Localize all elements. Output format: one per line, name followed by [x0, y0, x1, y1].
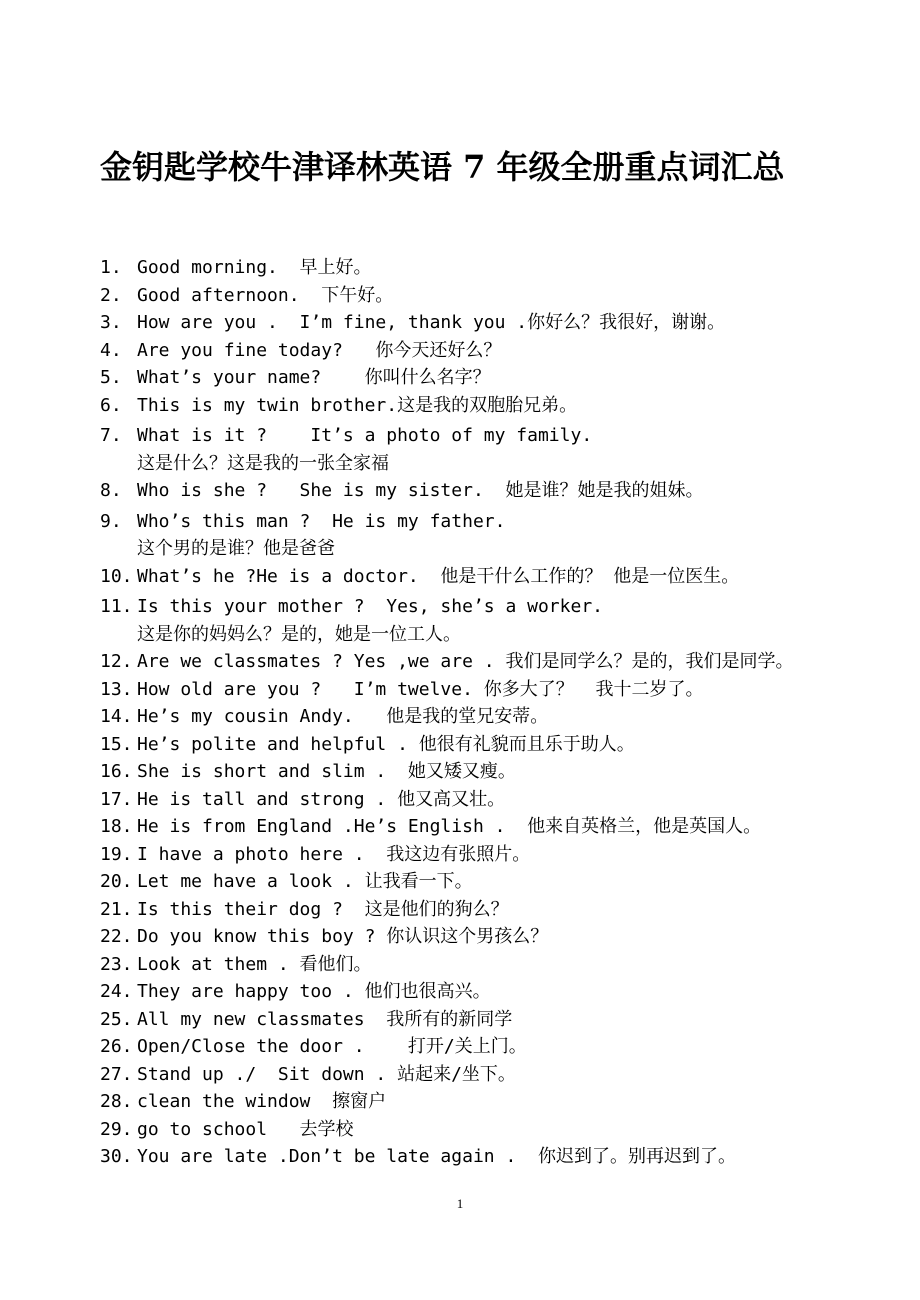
phrase-line: Good afternoon. 下午好。: [137, 284, 394, 306]
phrase-line: He is from England .He’s English . 他来自英格兰，他是英国人。: [137, 816, 762, 837]
phrase-line: Who is she ? She is my sister. 她是谁？她是我的姐妹。: [137, 480, 704, 501]
item-text: [137, 1033, 820, 1061]
item-text: [137, 978, 820, 1006]
item-text: [137, 1061, 820, 1089]
phrase-line: They are happy too . 他们也很高兴。: [137, 981, 491, 1002]
list-item: [100, 731, 820, 759]
item-number: 11.: [100, 596, 133, 617]
item-text: [137, 508, 820, 563]
item-text: [137, 731, 820, 759]
item-text: [137, 254, 820, 282]
translation-line: 这是你的妈妈么？是的，她是一位工人。: [137, 623, 461, 645]
item-number: 26.: [100, 1036, 133, 1057]
item-text: [137, 392, 820, 420]
phrase-line: Do you know this boy ? 你认识这个男孩么？: [137, 926, 549, 947]
item-number: 15.: [100, 733, 133, 755]
list-item: [100, 786, 820, 814]
list-item: [100, 978, 820, 1006]
list-item: [100, 364, 820, 392]
phrase-list: [100, 254, 820, 1171]
item-number: 13.: [100, 678, 133, 700]
phrase-line: All my new classmates 我所有的新同学: [137, 1008, 513, 1030]
list-item: [100, 868, 820, 896]
item-number: 18.: [100, 816, 133, 837]
item-number: 5.: [100, 367, 122, 388]
item-number: 3.: [100, 312, 122, 333]
item-text: [137, 896, 820, 924]
item-number: 20.: [100, 871, 133, 892]
phrase-line: He is tall and strong . 他又高又壮。: [137, 788, 506, 810]
phrase-line: Are you fine today? 你今天还好么？: [137, 339, 502, 361]
phrase-line: Look at them . 看他们。: [137, 953, 372, 975]
phrase-line: go to school 去学校: [137, 1118, 354, 1140]
translation-line: 这个男的是谁？他是爸爸: [137, 538, 335, 559]
item-number: 1.: [100, 257, 122, 278]
item-number: 14.: [100, 706, 133, 727]
item-text: [137, 337, 820, 365]
list-item: [100, 758, 820, 786]
item-text: [137, 563, 820, 591]
document-title: 金钥匙学校牛津译林英语 7 年级全册重点词汇总: [100, 148, 785, 186]
item-text: [137, 951, 820, 979]
list-item: [100, 923, 820, 951]
phrase-line: Is this your mother ? Yes, she’s a worker.: [137, 596, 603, 617]
item-text: [137, 813, 820, 841]
phrase-line: What is it ? It’s a photo of my family.: [137, 425, 593, 446]
phrase-line: Good morning. 早上好。: [137, 257, 372, 278]
item-text: [137, 786, 820, 814]
translation-line: 这是什么？这是我的一张全家福: [137, 452, 389, 474]
item-text: [137, 703, 820, 731]
list-item: [100, 676, 820, 704]
item-number: 30.: [100, 1146, 133, 1167]
list-item: [100, 1006, 820, 1034]
item-text: [137, 676, 820, 704]
phrase-line: This is my twin brother.这是我的双胞胎兄弟。: [137, 394, 578, 416]
list-item: [100, 422, 820, 477]
item-text: [137, 758, 820, 786]
list-item: [100, 392, 820, 420]
item-text: [137, 923, 820, 951]
item-number: 29.: [100, 1118, 133, 1140]
item-text: [137, 477, 820, 505]
item-number: 24.: [100, 981, 133, 1002]
item-number: 19.: [100, 843, 133, 865]
phrase-line: I have a photo here . 我这边有张照片。: [137, 843, 531, 865]
list-item: [100, 563, 820, 591]
list-item: [100, 1033, 820, 1061]
phrase-line: How old are you ? I’m twelve. 你多大了？ 我十二岁了。: [137, 678, 704, 700]
item-text: [137, 309, 820, 337]
item-text: [137, 868, 820, 896]
list-item: [100, 1061, 820, 1089]
item-text: [137, 1088, 820, 1116]
item-number: 8.: [100, 480, 122, 501]
list-item: [100, 337, 820, 365]
page-number: 1: [456, 1196, 464, 1211]
list-item: [100, 1088, 820, 1116]
phrase-line: He’s my cousin Andy. 他是我的堂兄安蒂。: [137, 706, 549, 727]
item-number: 4.: [100, 339, 122, 361]
item-text: [137, 1006, 820, 1034]
list-item: [100, 951, 820, 979]
list-item: [100, 703, 820, 731]
item-number: 27.: [100, 1063, 133, 1085]
item-number: 12.: [100, 651, 133, 672]
list-item: [100, 1116, 820, 1144]
item-number: 25.: [100, 1008, 133, 1030]
list-item: [100, 813, 820, 841]
phrase-line: What’s he ?He is a doctor. 他是干什么工作的？ 他是一位医生。: [137, 565, 740, 587]
list-item: [100, 477, 820, 505]
phrase-line: She is short and slim . 她又矮又瘦。: [137, 761, 516, 782]
list-item: [100, 282, 820, 310]
item-text: [137, 282, 820, 310]
item-number: 6.: [100, 394, 122, 416]
phrase-line: Open/Close the door . 打开/关上门。: [137, 1036, 527, 1057]
phrase-line: Are we classmates ? Yes ,we are . 我们是同学么？是的，我们是同学。: [137, 651, 794, 672]
item-text: [137, 364, 820, 392]
item-number: 2.: [100, 284, 122, 306]
item-number: 7.: [100, 425, 122, 446]
phrase-line: He’s polite and helpful . 他很有礼貌而且乐于助人。: [137, 733, 635, 755]
item-number: 23.: [100, 953, 133, 975]
list-item: [100, 254, 820, 282]
item-number: 28.: [100, 1091, 133, 1112]
list-item: [100, 841, 820, 869]
phrase-line: Stand up ./ Sit down . 站起来/坐下。: [137, 1063, 516, 1085]
list-item: [100, 648, 820, 676]
phrase-line: clean the window 擦窗户: [137, 1091, 387, 1112]
item-text: [137, 648, 820, 676]
item-text: [137, 593, 820, 648]
list-item: [100, 508, 820, 563]
item-text: [137, 1143, 820, 1171]
item-text: [137, 1116, 820, 1144]
item-number: 10.: [100, 565, 133, 587]
phrase-line: You are late .Don’t be late again . 你迟到了。别再迟到了。: [137, 1146, 736, 1167]
phrase-line: Who’s this man ? He is my father.: [137, 510, 506, 532]
item-text: [137, 422, 820, 477]
list-item: [100, 593, 820, 648]
item-number: 9.: [100, 510, 122, 532]
list-item: [100, 896, 820, 924]
list-item: [100, 309, 820, 337]
phrase-line: How are you . I’m fine, thank you .你好么？我很好，谢谢。: [137, 312, 726, 333]
item-number: 21.: [100, 898, 133, 920]
item-number: 16.: [100, 761, 133, 782]
list-item: [100, 1143, 820, 1171]
phrase-line: What’s your name? 你叫什么名字？: [137, 367, 491, 388]
item-text: [137, 841, 820, 869]
phrase-line: Is this their dog ? 这是他们的狗么？: [137, 898, 509, 920]
phrase-line: Let me have a look . 让我看一下。: [137, 871, 473, 892]
item-number: 22.: [100, 926, 133, 947]
item-number: 17.: [100, 788, 133, 810]
